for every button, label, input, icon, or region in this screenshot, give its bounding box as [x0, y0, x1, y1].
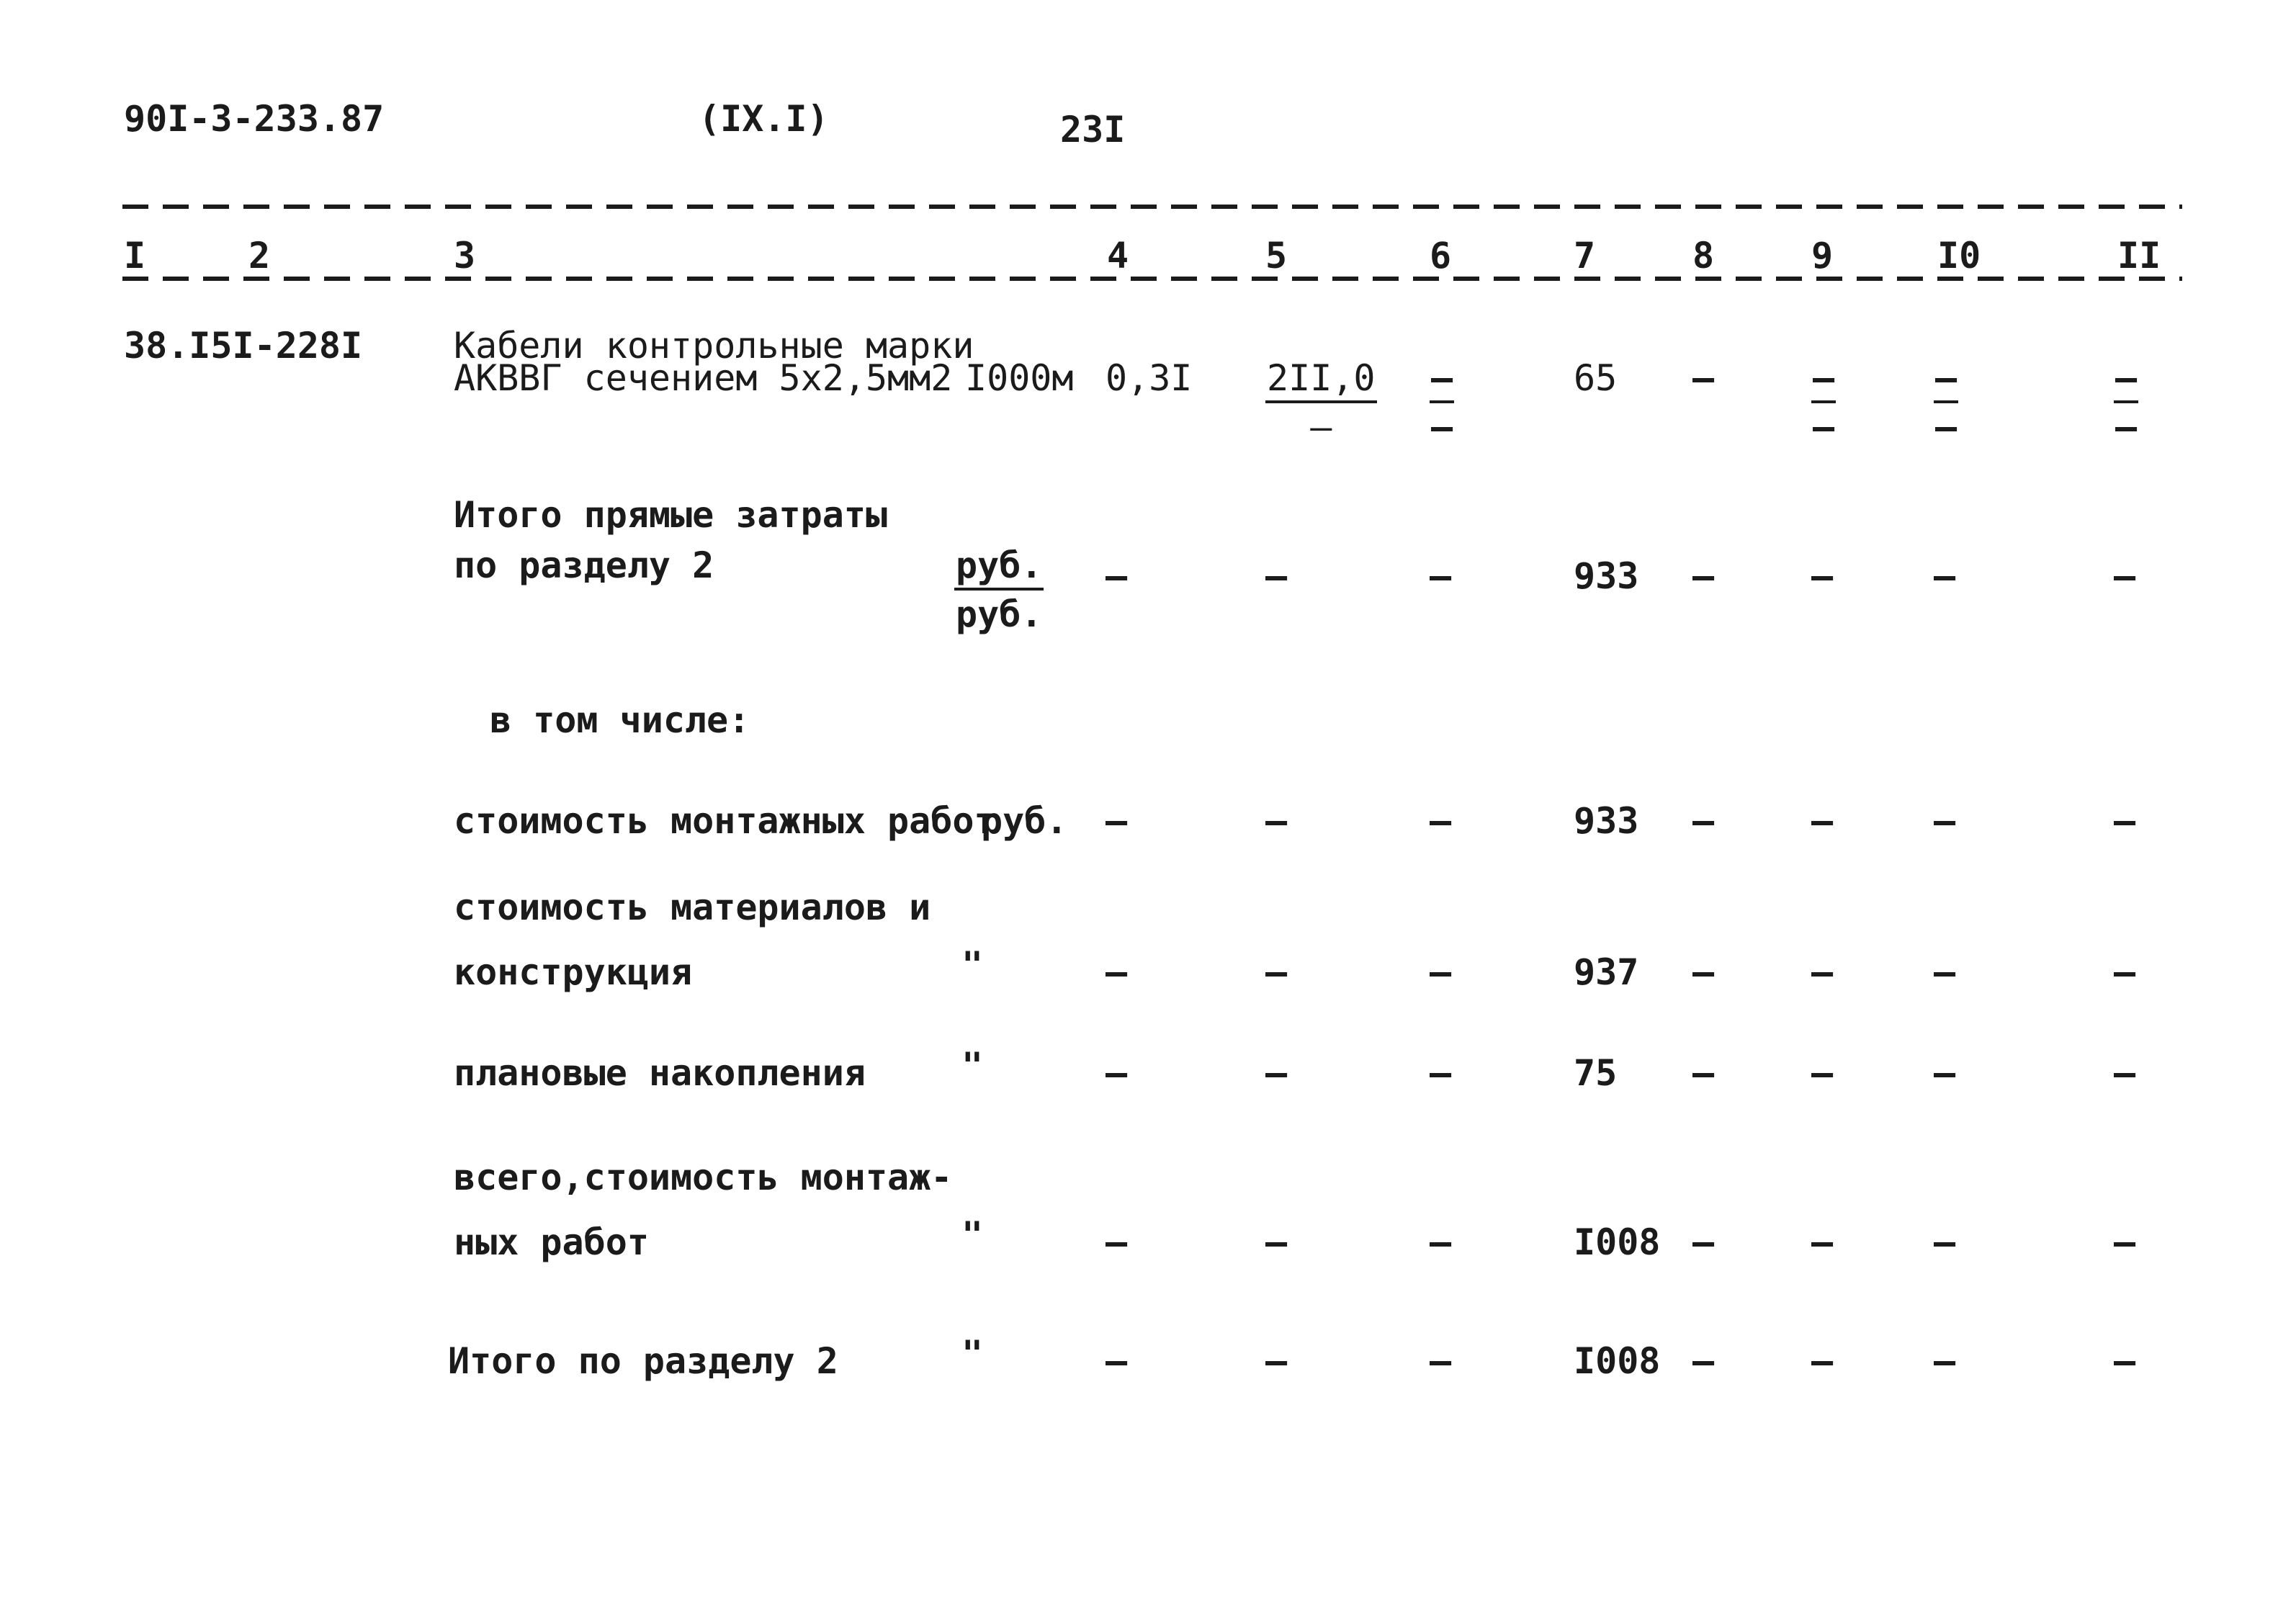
- cable-col5-numerator: 2II,0: [1265, 360, 1377, 403]
- total-install-unit: ": [961, 1214, 984, 1256]
- planned-savings-col6: –: [1430, 1052, 1452, 1094]
- install-cost-col8: –: [1692, 800, 1715, 842]
- col-10-label: I0: [1937, 235, 1981, 277]
- section-total-col8: –: [1692, 1340, 1715, 1382]
- materials-cost-col4: –: [1106, 951, 1128, 993]
- top-dashed-rule: [122, 205, 2182, 209]
- section-number: (IX.I): [699, 98, 829, 140]
- section-total-unit: ": [961, 1333, 984, 1375]
- materials-cost-desc-line1: стоимость материалов и: [454, 886, 931, 928]
- section-total-col5: –: [1265, 1340, 1288, 1382]
- cable-col9: [1811, 357, 1836, 448]
- including-label: в том числе:: [490, 699, 750, 741]
- planned-savings-col11: –: [2114, 1052, 2136, 1094]
- cable-desc-line2: АКВВГ сечением 5х2,5мм2: [454, 357, 953, 399]
- install-cost-col11: –: [2114, 800, 2136, 842]
- install-cost-col9: –: [1811, 800, 1834, 842]
- column-number-dashed-rule: [122, 277, 2182, 281]
- materials-cost-desc-line2: конструкция: [454, 951, 693, 993]
- cable-col7: 65: [1574, 357, 1618, 399]
- section-total-col6: –: [1430, 1340, 1452, 1382]
- col-9-label: 9: [1811, 235, 1834, 277]
- planned-savings-col8: –: [1692, 1052, 1715, 1094]
- materials-cost-col9: –: [1811, 951, 1834, 993]
- section-total-col11: –: [2114, 1340, 2136, 1382]
- direct-total-unit: [954, 544, 1044, 635]
- cable-col6-numerator: –: [1430, 360, 1454, 403]
- materials-cost-col10: –: [1934, 951, 1956, 993]
- planned-savings-col10: –: [1934, 1052, 1956, 1094]
- direct-total-col6: –: [1430, 555, 1452, 597]
- total-install-col5: –: [1265, 1221, 1288, 1263]
- install-cost-col7: 933: [1574, 800, 1639, 842]
- total-install-desc-line2: ных работ: [454, 1221, 649, 1263]
- cable-col10-denominator: –: [1935, 406, 1958, 448]
- total-install-desc-line1: всего,стоимость монтаж-: [454, 1157, 953, 1198]
- cable-col4: 0,3I: [1106, 357, 1193, 399]
- materials-cost-col8: –: [1692, 951, 1715, 993]
- direct-total-col11: –: [2114, 555, 2136, 597]
- total-install-col9: –: [1811, 1221, 1834, 1263]
- cable-col11-numerator: –: [2114, 360, 2138, 403]
- cable-col6-denominator: –: [1431, 406, 1453, 448]
- install-cost-col6: –: [1430, 800, 1452, 842]
- section-total-col7: I008: [1574, 1340, 1661, 1382]
- cable-col9-numerator: –: [1811, 360, 1836, 403]
- planned-savings-col7: 75: [1574, 1052, 1618, 1094]
- cable-code: 38.I5I-228I: [124, 325, 363, 367]
- install-cost-col4: –: [1106, 800, 1128, 842]
- section-total-col9: –: [1811, 1340, 1834, 1382]
- total-install-col6: –: [1430, 1221, 1452, 1263]
- col-5-label: 5: [1265, 235, 1288, 277]
- planned-savings-col9: –: [1811, 1052, 1834, 1094]
- direct-total-col8: –: [1692, 555, 1715, 597]
- total-install-col8: –: [1692, 1221, 1715, 1263]
- install-cost-col5: –: [1265, 800, 1288, 842]
- planned-savings-col5: –: [1265, 1052, 1288, 1094]
- cable-col9-denominator: –: [1813, 406, 1835, 448]
- section-total-col10: –: [1934, 1340, 1956, 1382]
- direct-total-unit-numerator: руб.: [954, 547, 1044, 591]
- planned-savings-col4: –: [1106, 1052, 1128, 1094]
- cable-col8: –: [1692, 357, 1715, 399]
- planned-savings-unit: ": [961, 1045, 984, 1087]
- install-cost-unit: руб.: [981, 800, 1068, 842]
- direct-total-desc-line2: по разделу 2: [454, 544, 714, 586]
- cable-desc-line1: Кабели контрольные марки: [454, 325, 974, 367]
- cable-col11-denominator: –: [2115, 406, 2138, 448]
- direct-total-col5: –: [1265, 555, 1288, 597]
- materials-cost-col6: –: [1430, 951, 1452, 993]
- direct-total-unit-denominator: руб.: [956, 593, 1043, 635]
- col-11-label: II: [2117, 235, 2161, 277]
- materials-cost-unit: ": [961, 944, 984, 986]
- col-6-label: 6: [1430, 235, 1452, 277]
- total-install-col7: I008: [1574, 1221, 1661, 1263]
- cable-unit: I000м: [965, 357, 1074, 399]
- document-code: 90I-3-233.87: [124, 98, 385, 140]
- planned-savings-desc: плановые накопления: [454, 1052, 866, 1094]
- cable-col10: [1934, 357, 1958, 448]
- section-total-desc: Итого по разделу 2: [448, 1340, 838, 1382]
- total-install-col11: –: [2114, 1221, 2136, 1263]
- col-3-label: 3: [454, 235, 476, 277]
- cable-col10-numerator: –: [1934, 360, 1958, 403]
- col-7-label: 7: [1574, 235, 1596, 277]
- cable-col5: [1265, 357, 1377, 448]
- materials-cost-col11: –: [2114, 951, 2136, 993]
- materials-cost-col7: 937: [1574, 951, 1639, 993]
- col-1-label: I: [124, 235, 146, 277]
- cable-col6: [1430, 357, 1454, 448]
- materials-cost-col5: –: [1265, 951, 1288, 993]
- page-number: 23I: [1060, 109, 1126, 151]
- col-4-label: 4: [1107, 235, 1129, 277]
- direct-total-col9: –: [1811, 555, 1834, 597]
- col-8-label: 8: [1692, 235, 1715, 277]
- section-total-col4: –: [1106, 1340, 1128, 1382]
- cable-col5-denominator: –: [1310, 406, 1332, 448]
- col-2-label: 2: [248, 235, 271, 277]
- direct-total-col4: –: [1106, 555, 1128, 597]
- total-install-col4: –: [1106, 1221, 1128, 1263]
- cable-col11: [2114, 357, 2138, 448]
- install-cost-col10: –: [1934, 800, 1956, 842]
- direct-total-desc-line1: Итого прямые затраты: [454, 494, 888, 536]
- install-cost-desc: стоимость монтажных работ: [454, 800, 996, 842]
- direct-total-col10: –: [1934, 555, 1956, 597]
- total-install-col10: –: [1934, 1221, 1956, 1263]
- direct-total-col7: 933: [1574, 555, 1639, 597]
